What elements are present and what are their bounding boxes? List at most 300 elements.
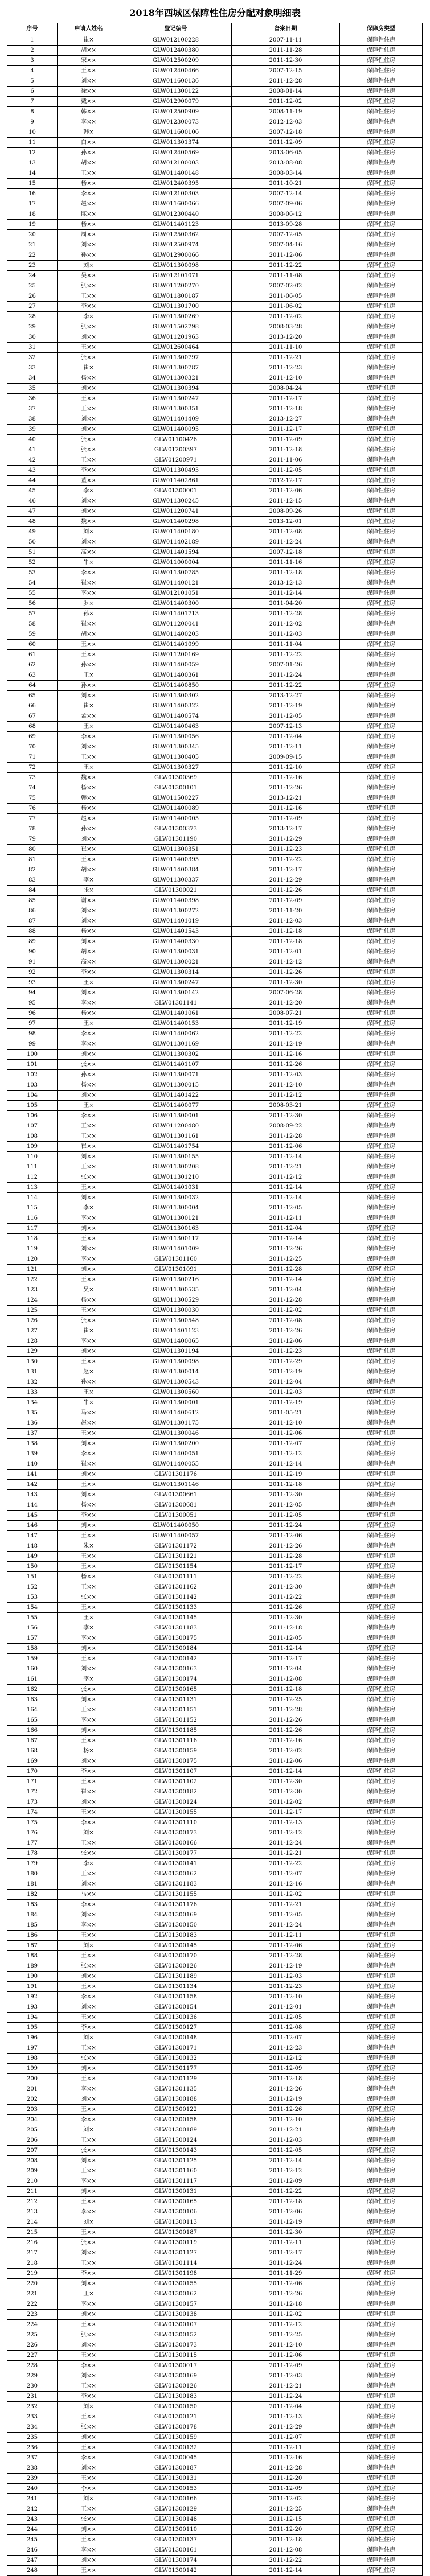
serial-cell: 227	[7, 2351, 58, 2361]
table-row	[7, 332, 423, 343]
table-row	[7, 2176, 423, 2187]
housing-type-cell: 保障性住房	[340, 1511, 423, 1521]
applicant-cell: 陈××	[58, 209, 120, 220]
filing-date-cell: 2011-12-26	[232, 1603, 340, 1613]
applicant-cell: 王××	[58, 2566, 120, 2576]
filing-date-cell: 2011-12-18	[232, 937, 340, 947]
table-row	[7, 1521, 423, 1531]
applicant-cell: 王××	[58, 2105, 120, 2115]
reg-number-cell: GLW011400322	[120, 701, 232, 711]
housing-type-cell: 保障性住房	[340, 814, 423, 824]
table-row	[7, 609, 423, 619]
serial-cell: 11	[7, 138, 58, 148]
filing-date-cell: 2011-12-08	[232, 1316, 340, 1326]
filing-date-cell: 2011-12-03	[232, 916, 340, 927]
applicant-cell: 刘××	[58, 384, 120, 394]
serial-cell: 147	[7, 1531, 58, 1541]
filing-date-cell: 2011-12-26	[232, 1244, 340, 1254]
serial-cell: 74	[7, 783, 58, 793]
serial-cell: 66	[7, 701, 58, 711]
applicant-cell: 刘××	[58, 1490, 120, 1500]
serial-cell: 117	[7, 1224, 58, 1234]
filing-date-cell: 2011-12-02	[232, 312, 340, 322]
reg-number-cell: GLW01300373	[120, 824, 232, 834]
housing-type-cell: 保障性住房	[340, 1890, 423, 1900]
table-row	[7, 1418, 423, 1429]
applicant-cell: 刘××	[58, 1347, 120, 1357]
applicant-cell: 王××	[58, 1357, 120, 1367]
table-row	[7, 179, 423, 189]
reg-number-cell: GLW011301175	[120, 1418, 232, 1429]
serial-cell: 57	[7, 609, 58, 619]
filing-date-cell: 2008-11-19	[232, 107, 340, 117]
housing-type-cell: 保障性住房	[340, 1562, 423, 1572]
reg-number-cell: GLW01300141	[120, 1859, 232, 1869]
applicant-cell: 王××	[58, 2258, 120, 2269]
serial-cell: 236	[7, 2443, 58, 2453]
applicant-cell: 王××	[58, 1121, 120, 1131]
filing-date-cell: 2011-12-04	[232, 1664, 340, 1674]
serial-cell: 99	[7, 1039, 58, 1050]
reg-number-cell: GLW011300122	[120, 87, 232, 97]
housing-type-cell: 保障性住房	[340, 1388, 423, 1398]
applicant-cell: 王××	[58, 2135, 120, 2146]
housing-type-cell: 保障性住房	[340, 250, 423, 261]
serial-cell: 73	[7, 773, 58, 783]
applicant-cell: 李××	[58, 2084, 120, 2094]
reg-number-cell: GLW01300152	[120, 2330, 232, 2340]
serial-cell: 111	[7, 1162, 58, 1172]
serial-cell: 18	[7, 209, 58, 220]
table-row	[7, 1336, 423, 1347]
filing-date-cell: 2007-01-26	[232, 660, 340, 670]
filing-date-cell: 2011-12-18	[232, 1623, 340, 1633]
applicant-cell: 崔××	[58, 1142, 120, 1152]
serial-cell: 52	[7, 558, 58, 568]
housing-type-cell: 保障性住房	[340, 1879, 423, 1890]
applicant-cell: 刘××	[58, 1193, 120, 1203]
filing-date-cell: 2011-12-18	[232, 1685, 340, 1695]
applicant-cell: 王××	[58, 2381, 120, 2392]
applicant-cell: 张××	[58, 1849, 120, 1859]
housing-type-cell: 保障性住房	[340, 127, 423, 138]
housing-type-cell: 保障性住房	[340, 1183, 423, 1193]
housing-type-cell: 保障性住房	[340, 1797, 423, 1808]
serial-cell: 127	[7, 1326, 58, 1336]
housing-type-cell: 保障性住房	[340, 1224, 423, 1234]
filing-date-cell: 2013-08-08	[232, 158, 340, 168]
applicant-cell: 刘××	[58, 742, 120, 752]
housing-type-cell: 保障性住房	[340, 968, 423, 978]
filing-date-cell: 2011-12-18	[232, 2299, 340, 2310]
table-row	[7, 2105, 423, 2115]
housing-type-cell: 保障性住房	[340, 404, 423, 414]
applicant-cell: 魏××	[58, 773, 120, 783]
housing-type-cell: 保障性住房	[340, 363, 423, 373]
applicant-cell: 刘××	[58, 1439, 120, 1449]
applicant-cell: 刘××	[58, 2064, 120, 2074]
serial-cell: 203	[7, 2105, 58, 2115]
filing-date-cell: 2011-12-28	[232, 2463, 340, 2474]
applicant-cell: 王××	[58, 1183, 120, 1193]
column-header-serial: 序号	[7, 23, 58, 35]
applicant-cell: 刘××	[58, 2525, 120, 2535]
reg-number-cell: GLW01300001	[120, 486, 232, 496]
reg-number-cell: GLW011401422	[120, 1091, 232, 1101]
applicant-cell: 白××	[58, 138, 120, 148]
applicant-cell: 刘×	[58, 2402, 120, 2412]
housing-type-cell: 保障性住房	[340, 2033, 423, 2043]
table-row	[7, 906, 423, 916]
filing-date-cell: 2008-09-22	[232, 1121, 340, 1131]
housing-type-cell: 保障性住房	[340, 179, 423, 189]
table-row	[7, 2320, 423, 2330]
table-row	[7, 599, 423, 609]
reg-number-cell: GLW01300126	[120, 2381, 232, 2392]
serial-cell: 41	[7, 445, 58, 455]
housing-type-cell: 保障性住房	[340, 1050, 423, 1060]
housing-type-cell: 保障性住房	[340, 1674, 423, 1685]
housing-type-cell: 保障性住房	[340, 578, 423, 589]
serial-cell: 143	[7, 1490, 58, 1500]
reg-number-cell: GLW011400203	[120, 629, 232, 640]
reg-number-cell: GLW011300535	[120, 1285, 232, 1295]
reg-number-cell: GLW011400463	[120, 722, 232, 732]
applicant-cell: 王××	[58, 168, 120, 179]
applicant-cell: 高××	[58, 548, 120, 558]
filing-date-cell: 2011-06-05	[232, 291, 340, 302]
serial-cell: 191	[7, 1982, 58, 1992]
table-row	[7, 978, 423, 988]
serial-cell: 42	[7, 455, 58, 466]
reg-number-cell: GLW011300787	[120, 363, 232, 373]
table-row	[7, 548, 423, 558]
table-row	[7, 2392, 423, 2402]
applicant-cell: 崔××	[58, 845, 120, 855]
reg-number-cell: GLW01300110	[120, 2525, 232, 2535]
housing-type-cell: 保障性住房	[340, 2115, 423, 2125]
serial-cell: 60	[7, 640, 58, 650]
reg-number-cell: GLW011401594	[120, 548, 232, 558]
reg-number-cell: GLW012400569	[120, 148, 232, 158]
applicant-cell: 孙××	[58, 1070, 120, 1080]
applicant-cell: 刘××	[58, 2463, 120, 2474]
filing-date-cell: 2011-12-03	[232, 2135, 340, 2146]
filing-date-cell: 2011-12-10	[232, 1080, 340, 1091]
applicant-cell: 李×	[58, 1859, 120, 1869]
housing-type-cell: 保障性住房	[340, 1244, 423, 1254]
housing-type-cell: 保障性住房	[340, 1521, 423, 1531]
reg-number-cell: GLW011301169	[120, 1039, 232, 1050]
serial-cell: 128	[7, 1336, 58, 1347]
serial-cell: 101	[7, 1060, 58, 1070]
housing-type-cell: 保障性住房	[340, 2269, 423, 2279]
reg-number-cell: GLW01300166	[120, 2494, 232, 2504]
reg-number-cell: GLW01300187	[120, 2228, 232, 2238]
serial-cell: 115	[7, 1203, 58, 1213]
filing-date-cell: 2011-12-30	[232, 1777, 340, 1787]
table-row	[7, 619, 423, 629]
serial-cell: 135	[7, 1408, 58, 1418]
table-row	[7, 1326, 423, 1336]
filing-date-cell: 2011-12-17	[232, 865, 340, 875]
reg-number-cell: GLW01301183	[120, 1879, 232, 1890]
filing-date-cell: 2011-12-23	[232, 1347, 340, 1357]
housing-type-cell: 保障性住房	[340, 1265, 423, 1275]
table-row	[7, 1377, 423, 1388]
table-row	[7, 2125, 423, 2135]
table-row	[7, 1746, 423, 1756]
serial-cell: 245	[7, 2535, 58, 2545]
housing-type-cell: 保障性住房	[340, 1900, 423, 1910]
reg-number-cell: GLW011200041	[120, 619, 232, 629]
table-row	[7, 1797, 423, 1808]
serial-cell: 231	[7, 2392, 58, 2402]
filing-date-cell: 2011-12-10	[232, 1418, 340, 1429]
filing-date-cell: 2011-11-04	[232, 640, 340, 650]
reg-number-cell: GLW012900079	[120, 97, 232, 107]
filing-date-cell: 2011-12-19	[232, 1039, 340, 1050]
applicant-cell: 胡××	[58, 865, 120, 875]
table-row	[7, 2453, 423, 2463]
column-header-reg-number: 登记编号	[120, 23, 232, 35]
reg-number-cell: GLW011400057	[120, 1531, 232, 1541]
table-row	[7, 1808, 423, 1818]
table-row	[7, 2094, 423, 2105]
serial-cell: 226	[7, 2340, 58, 2351]
table-row	[7, 2535, 423, 2545]
serial-cell: 119	[7, 1244, 58, 1254]
table-row	[7, 476, 423, 486]
filing-date-cell: 2011-12-13	[232, 2412, 340, 2422]
serial-cell: 89	[7, 937, 58, 947]
applicant-cell: 刘××	[58, 1050, 120, 1060]
housing-type-cell: 保障性住房	[340, 855, 423, 865]
filing-date-cell: 2011-12-23	[232, 363, 340, 373]
applicant-cell: 王××	[58, 1777, 120, 1787]
reg-number-cell: GLW011300394	[120, 384, 232, 394]
table-row	[7, 2054, 423, 2064]
filing-date-cell: 2011-11-16	[232, 558, 340, 568]
filing-date-cell: 2011-12-29	[232, 875, 340, 886]
housing-type-cell: 保障性住房	[340, 1685, 423, 1695]
filing-date-cell: 2011-12-09	[232, 2064, 340, 2074]
applicant-cell: 刘××	[58, 1972, 120, 1982]
applicant-cell: 杨××	[58, 783, 120, 793]
reg-number-cell: GLW011300117	[120, 1234, 232, 1244]
applicant-cell: 李××	[58, 1633, 120, 1644]
serial-cell: 36	[7, 394, 58, 404]
table-row	[7, 435, 423, 445]
applicant-cell: 李××	[58, 189, 120, 199]
table-row	[7, 1715, 423, 1726]
table-row	[7, 1664, 423, 1674]
table-row	[7, 1818, 423, 1828]
serial-cell: 59	[7, 629, 58, 640]
serial-cell: 214	[7, 2217, 58, 2228]
housing-type-cell: 保障性住房	[340, 2013, 423, 2023]
table-row	[7, 558, 423, 568]
table-row	[7, 148, 423, 158]
serial-cell: 10	[7, 127, 58, 138]
housing-type-cell: 保障性住房	[340, 2094, 423, 2105]
filing-date-cell: 2011-12-30	[232, 2228, 340, 2238]
applicant-cell: 刘××	[58, 76, 120, 87]
filing-date-cell: 2011-12-16	[232, 773, 340, 783]
applicant-cell: 吴×	[58, 1285, 120, 1295]
applicant-cell: 刘××	[58, 2279, 120, 2289]
reg-number-cell: GLW011300337	[120, 875, 232, 886]
housing-type-cell: 保障性住房	[340, 681, 423, 691]
table-row	[7, 886, 423, 896]
housing-type-cell: 保障性住房	[340, 2248, 423, 2258]
filing-date-cell: 2011-12-28	[232, 1951, 340, 1961]
housing-type-cell: 保障性住房	[340, 978, 423, 988]
applicant-cell: 王××	[58, 1552, 120, 1562]
serial-cell: 31	[7, 343, 58, 353]
applicant-cell: 赵××	[58, 814, 120, 824]
table-row	[7, 763, 423, 773]
reg-number-cell: GLW01300174	[120, 1674, 232, 1685]
table-row	[7, 2402, 423, 2412]
reg-number-cell: GLW01300174	[120, 2556, 232, 2566]
serial-cell: 167	[7, 1736, 58, 1746]
table-row	[7, 1203, 423, 1213]
housing-type-cell: 保障性住房	[340, 875, 423, 886]
serial-cell: 205	[7, 2125, 58, 2135]
applicant-cell: 王×	[58, 1388, 120, 1398]
filing-date-cell: 2011-12-18	[232, 927, 340, 937]
housing-type-cell: 保障性住房	[340, 1213, 423, 1224]
filing-date-cell: 2011-12-10	[232, 2115, 340, 2125]
reg-number-cell: GLW01100426	[120, 435, 232, 445]
reg-number-cell: GLW01300171	[120, 2043, 232, 2054]
serial-cell: 212	[7, 2197, 58, 2207]
filing-date-cell: 2011-12-22	[232, 2556, 340, 2566]
filing-date-cell: 2011-12-28	[232, 1295, 340, 1306]
housing-type-cell: 保障性住房	[340, 435, 423, 445]
serial-cell: 35	[7, 384, 58, 394]
serial-cell: 223	[7, 2310, 58, 2320]
reg-number-cell: GLW01300143	[120, 2146, 232, 2156]
filing-date-cell: 2011-12-06	[232, 1756, 340, 1767]
housing-type-cell: 保障性住房	[340, 589, 423, 599]
filing-date-cell: 2011-12-11	[232, 1931, 340, 1941]
filing-date-cell: 2011-12-22	[232, 1029, 340, 1039]
table-row	[7, 1490, 423, 1500]
housing-type-cell: 保障性住房	[340, 1572, 423, 1582]
housing-type-cell: 保障性住房	[340, 1367, 423, 1377]
table-row	[7, 1347, 423, 1357]
filing-date-cell: 2011-12-26	[232, 968, 340, 978]
table-row	[7, 896, 423, 906]
housing-type-cell: 保障性住房	[340, 2064, 423, 2074]
filing-date-cell: 2011-12-23	[232, 845, 340, 855]
reg-number-cell: GLW011301210	[120, 1172, 232, 1183]
table-row	[7, 1695, 423, 1705]
filing-date-cell: 2011-12-17	[232, 1808, 340, 1818]
serial-cell: 108	[7, 1131, 58, 1142]
table-row	[7, 1654, 423, 1664]
housing-type-cell: 保障性住房	[340, 2125, 423, 2135]
filing-date-cell: 2011-12-30	[232, 1613, 340, 1623]
serial-cell: 22	[7, 250, 58, 261]
applicant-cell: 刘××	[58, 1879, 120, 1890]
table-row	[7, 127, 423, 138]
applicant-cell: 刘××	[58, 425, 120, 435]
filing-date-cell: 2011-12-02	[232, 619, 340, 629]
table-row	[7, 1172, 423, 1183]
reg-number-cell: GLW011400121	[120, 578, 232, 589]
applicant-cell: 王××	[58, 1531, 120, 1541]
reg-number-cell: GLW01300165	[120, 1685, 232, 1695]
reg-number-cell: GLW01300177	[120, 1849, 232, 1859]
filing-date-cell: 2011-12-05	[232, 1910, 340, 1920]
housing-type-cell: 保障性住房	[340, 332, 423, 343]
serial-cell: 44	[7, 476, 58, 486]
applicant-cell: 王××	[58, 752, 120, 763]
serial-cell: 96	[7, 1009, 58, 1019]
reg-number-cell: GLW01300178	[120, 2422, 232, 2433]
housing-type-cell: 保障性住房	[340, 2361, 423, 2371]
serial-cell: 173	[7, 1797, 58, 1808]
filing-date-cell: 2007-04-16	[232, 240, 340, 250]
serial-cell: 77	[7, 814, 58, 824]
allocation-table	[7, 23, 423, 2576]
table-row	[7, 373, 423, 384]
table-row	[7, 527, 423, 537]
table-row	[7, 1295, 423, 1306]
filing-date-cell: 2011-12-10	[232, 2340, 340, 2351]
reg-number-cell: GLW011400051	[120, 1449, 232, 1459]
applicant-cell: 韩×	[58, 127, 120, 138]
applicant-cell: 李××	[58, 1715, 120, 1726]
applicant-cell: 刘××	[58, 2310, 120, 2320]
housing-type-cell: 保障性住房	[340, 1633, 423, 1644]
reg-number-cell: GLW011600066	[120, 199, 232, 209]
housing-type-cell: 保障性住房	[340, 906, 423, 916]
filing-date-cell: 2011-12-05	[232, 1500, 340, 1511]
serial-cell: 164	[7, 1705, 58, 1715]
serial-cell: 219	[7, 2269, 58, 2279]
page-title: 2018年西城区保障性住房分配对象明细表	[129, 7, 301, 18]
filing-date-cell: 2011-12-26	[232, 1060, 340, 1070]
housing-type-cell: 保障性住房	[340, 168, 423, 179]
reg-number-cell: GLW01301177	[120, 2064, 232, 2074]
serial-cell: 154	[7, 1603, 58, 1613]
applicant-cell: 李××	[58, 1039, 120, 1050]
housing-type-cell: 保障性住房	[340, 1756, 423, 1767]
reg-number-cell: GLW01300137	[120, 2535, 232, 2545]
filing-date-cell: 2011-12-16	[232, 1050, 340, 1060]
filing-date-cell: 2011-12-05	[232, 1511, 340, 1521]
table-row	[7, 2248, 423, 2258]
reg-number-cell: GLW011300001	[120, 1398, 232, 1408]
applicant-cell: 刘××	[58, 1521, 120, 1531]
serial-cell: 146	[7, 1521, 58, 1531]
housing-type-cell: 保障性住房	[340, 732, 423, 742]
housing-type-cell: 保障性住房	[340, 701, 423, 711]
table-row	[7, 1101, 423, 1111]
serial-cell: 162	[7, 1685, 58, 1695]
applicant-cell: 李××	[58, 1449, 120, 1459]
table-row	[7, 425, 423, 435]
serial-cell: 25	[7, 281, 58, 291]
table-row	[7, 1552, 423, 1562]
housing-type-cell: 保障性住房	[340, 1787, 423, 1797]
table-row	[7, 916, 423, 927]
applicant-cell: 杨××	[58, 1009, 120, 1019]
